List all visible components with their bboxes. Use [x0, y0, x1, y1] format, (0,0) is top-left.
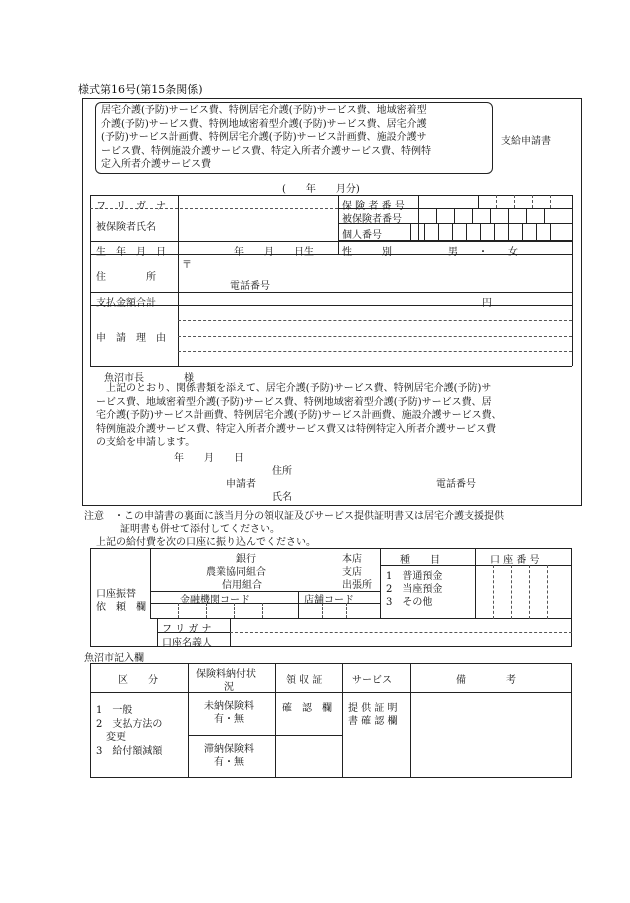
col-receipt: 領 収 証 — [286, 675, 323, 686]
branch-type-branch: 支店 — [342, 567, 362, 578]
form-title: 居宅介護(予防)サービス費、特例居宅介護(予防)サービス費、地域密着型 介護(予防)サービス費、特例地域密着型介護(予防)サービス費、居宅介護 (予防)サービス計画費、特例居宅介護(予防)サービス計画費、施設介護サ ービス費、特例施設介護サービス費、特定入所者介護サービス費、特例特 定入所者介護サービス費 — [101, 105, 431, 170]
declaration-phone: 電話番号 — [436, 479, 476, 490]
category-list: 1 一般 2 支払方法の 変更 3 給付額減額 — [96, 705, 163, 757]
branch-type-main: 本店 — [342, 554, 362, 565]
postal-mark: 〒 — [182, 260, 192, 271]
sex-options: 男 ・ 女 — [448, 247, 518, 258]
note-line-1: 注意 ・この申請書の裏面に該当月分の領収証及びサービス提供証明書又は居宅介護支援提供 — [84, 511, 504, 522]
col-premium: 保険料納付状 — [196, 669, 256, 680]
inst-type-credit: 信用組合 — [222, 580, 262, 591]
service-confirm: 提 供 証 明 — [348, 703, 398, 714]
arrears-premium: 滞納保険料 — [204, 744, 254, 755]
col-remarks: 備 考 — [456, 675, 516, 686]
form-number: 様式第16号(第15条関係) — [78, 83, 203, 96]
title-suffix: 支給申請書 — [501, 136, 551, 147]
kind-other: 3 その他 — [386, 597, 433, 608]
account-holder-label: 口座名義人 — [162, 638, 212, 649]
insured-name-label: 被保険者氏名 — [96, 222, 156, 233]
yen-unit: 円 — [482, 298, 492, 309]
col-premium-2: 況 — [224, 682, 234, 693]
insurer-number-label: 保 険 者 番 号 — [342, 201, 405, 212]
declaration-date: 年 月 日 — [174, 453, 244, 464]
branch-code-label: 店舗コード — [304, 595, 354, 606]
unpaid-premium: 未納保険料 — [204, 701, 254, 712]
address-label: 住 所 — [96, 272, 156, 283]
birth-date-value: 年 月 日生 — [234, 247, 314, 258]
account-number-header: 口 座 番 号 — [490, 555, 540, 566]
kind-header: 種 目 — [400, 555, 440, 566]
declaration-address: 住所 — [272, 466, 292, 477]
kind-ordinary: 1 普通預金 — [386, 571, 443, 582]
declaration-applicant: 申請者 — [226, 479, 256, 490]
transfer-request: 上記の給付費を次の口座に振り込んでください。 — [96, 537, 316, 548]
city-section-title: 魚沼市記入欄 — [84, 653, 144, 664]
birth-date-label: 生 年 月 日 — [96, 247, 166, 258]
sex-label: 性 別 — [342, 247, 392, 258]
bank-section-label: 口座振替 — [96, 589, 136, 600]
unpaid-premium-choice: 有・無 — [214, 714, 244, 725]
addressee: 魚沼市長 様 — [104, 373, 194, 384]
service-confirm-2: 書 確 認 欄 — [348, 716, 398, 727]
col-category: 区 分 — [118, 675, 158, 686]
personal-number-label: 個人番号 — [342, 230, 382, 241]
receipt-confirm: 確 認 欄 — [282, 703, 332, 714]
inst-type-bank: 銀行 — [236, 554, 256, 565]
furigana-label: フ リ ガ ナ — [96, 201, 166, 212]
kind-current: 2 当座預金 — [386, 584, 443, 595]
month-line: ( 年 月分) — [282, 184, 360, 195]
reason-label: 申 請 理 由 — [96, 333, 166, 344]
inst-code-label: 金融機関コード — [180, 595, 250, 606]
arrears-premium-choice: 有・無 — [214, 757, 244, 768]
col-service: サービス — [352, 675, 392, 686]
declaration-body: 上記のとおり、関係書類を添えて、居宅介護(予防)サービス費、特例居宅介護(予防)サ ービス費、地域密着型介護(予防)サービス費、特例地域密着型介護(予防)サービス費、居 宅介護(予防)サービス計画費、特例居宅介護(予防)サービス計画費、施設介護サービス費、 特例施設介護サービス費、特定入所者介護サービス費又は特例特定入所者介護サービス費 の支給を申請します。 — [96, 383, 502, 448]
holder-furigana-label: フ リ ガ ナ — [162, 624, 212, 635]
total-amount-label: 支払金額合計 — [96, 298, 156, 309]
bank-section-label-2: 依 頼 欄 — [96, 602, 146, 613]
phone-label: 電話番号 — [230, 281, 270, 292]
branch-type-office: 出張所 — [342, 580, 372, 591]
declaration-name: 氏名 — [272, 492, 292, 503]
note-line-2: 証明書も併せて添付してください。 — [120, 524, 280, 535]
insured-number-label: 被保険者番号 — [342, 214, 402, 225]
inst-type-agri: 農業協同組合 — [206, 567, 266, 578]
